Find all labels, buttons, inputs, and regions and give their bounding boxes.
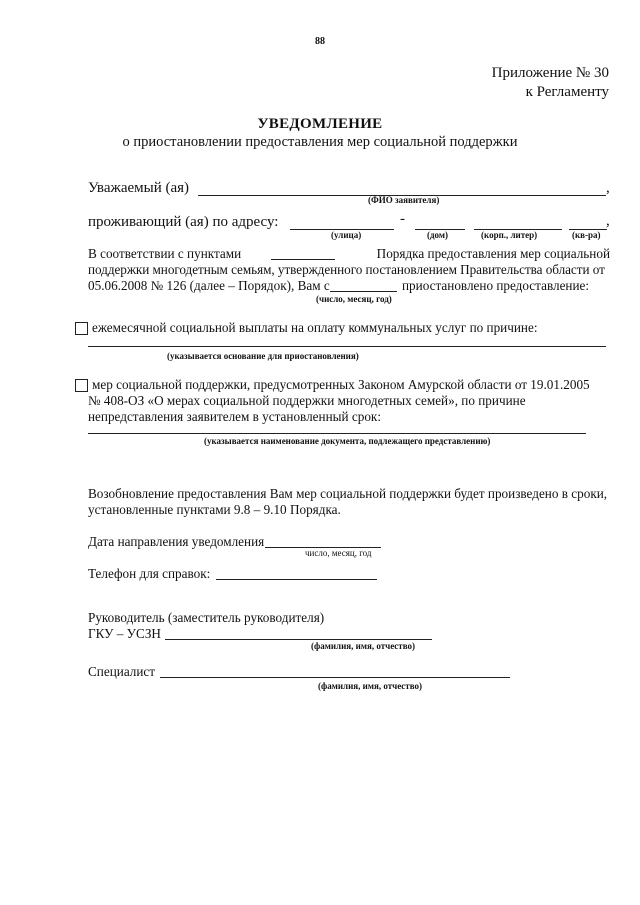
date-sent-label: Дата направления уведомления [88,534,265,549]
paragraph1-line1-start: В соответствии с пунктами [88,246,242,261]
specialist-name-caption: (фамилия, имя, отчество) [318,681,423,691]
page-number: 88 [315,36,325,47]
house-caption: (дом) [427,230,449,240]
dear-comma: , [606,180,610,196]
head-title: Руководитель (заместитель руководителя) [88,610,325,625]
option2-caption: (указывается наименование документа, подлежащего представлению) [204,436,491,446]
apartment-caption: (кв-ра) [572,230,601,240]
resumption-line1: Возобновление предоставления Вам мер социальной поддержки будет произведено в сроки, [88,486,608,501]
specialist-name-field[interactable] [160,677,510,678]
items-field[interactable] [271,259,335,260]
document-subtitle: о приостановлении предоставления мер социальной поддержки [122,134,518,150]
phone-field[interactable] [216,579,377,580]
option1-caption: (указывается основание для приостановления) [167,351,359,361]
address-label: проживающий (ая) по адресу: [88,214,279,230]
paragraph1-line3-end: приостановлено предоставление: [402,278,590,293]
appendix-reference [492,64,609,102]
applicant-name-caption: (ФИО заявителя) [368,195,440,205]
option1-checkbox[interactable] [75,322,88,335]
document-title: УВЕДОМЛЕНИЕ [257,116,383,132]
option2-line1: мер социальной поддержки, предусмотренных Законом Амурской области от 19.01.2005 [92,377,590,392]
option2-document-field[interactable] [88,433,586,434]
appendix-line-2: к Регламенту [525,84,609,100]
dear-label: Уважаемый (ая) [88,180,190,196]
paragraph1-line1-end: Порядка предоставления мер социальной [376,246,610,261]
paragraph1-line2: поддержки многодетным семьям, утвержденного постановлением Правительства области от [88,262,605,277]
option2-line3: непредставления заявителем в установленный срок: [88,409,381,424]
head-org: ГКУ – УСЗН [88,626,161,641]
resumption-line2: установленные пунктами 9.8 – 9.10 Порядка. [88,502,341,517]
option2-checkbox[interactable] [75,379,88,392]
head-name-caption: (фамилия, имя, отчество) [311,641,416,651]
date-sent-caption: число, месяц, год [305,548,372,558]
head-name-field[interactable] [165,639,432,640]
phone-label: Телефон для справок: [88,566,211,581]
option1-text: ежемесячной социальной выплаты на оплату коммунальных услуг по причине: [92,320,538,335]
address-dash: - [400,211,405,227]
paragraph1-line3-start: 05.06.2008 № 126 (далее – Порядок), Вам с [88,278,330,293]
specialist-label: Специалист [88,664,156,679]
suspension-date-caption: (число, месяц, год) [316,294,392,304]
appendix-line-1: Приложение № 30 [491,65,609,81]
address-comma: , [606,213,610,229]
street-caption: (улица) [331,230,362,240]
option2-line2: № 408-ОЗ «О мерах социальной поддержки многодетных семей», по причине [88,393,526,408]
option1-reason-field[interactable] [88,346,606,347]
building-caption: (корп., литер) [481,230,538,240]
suspension-date-field[interactable] [330,291,397,292]
